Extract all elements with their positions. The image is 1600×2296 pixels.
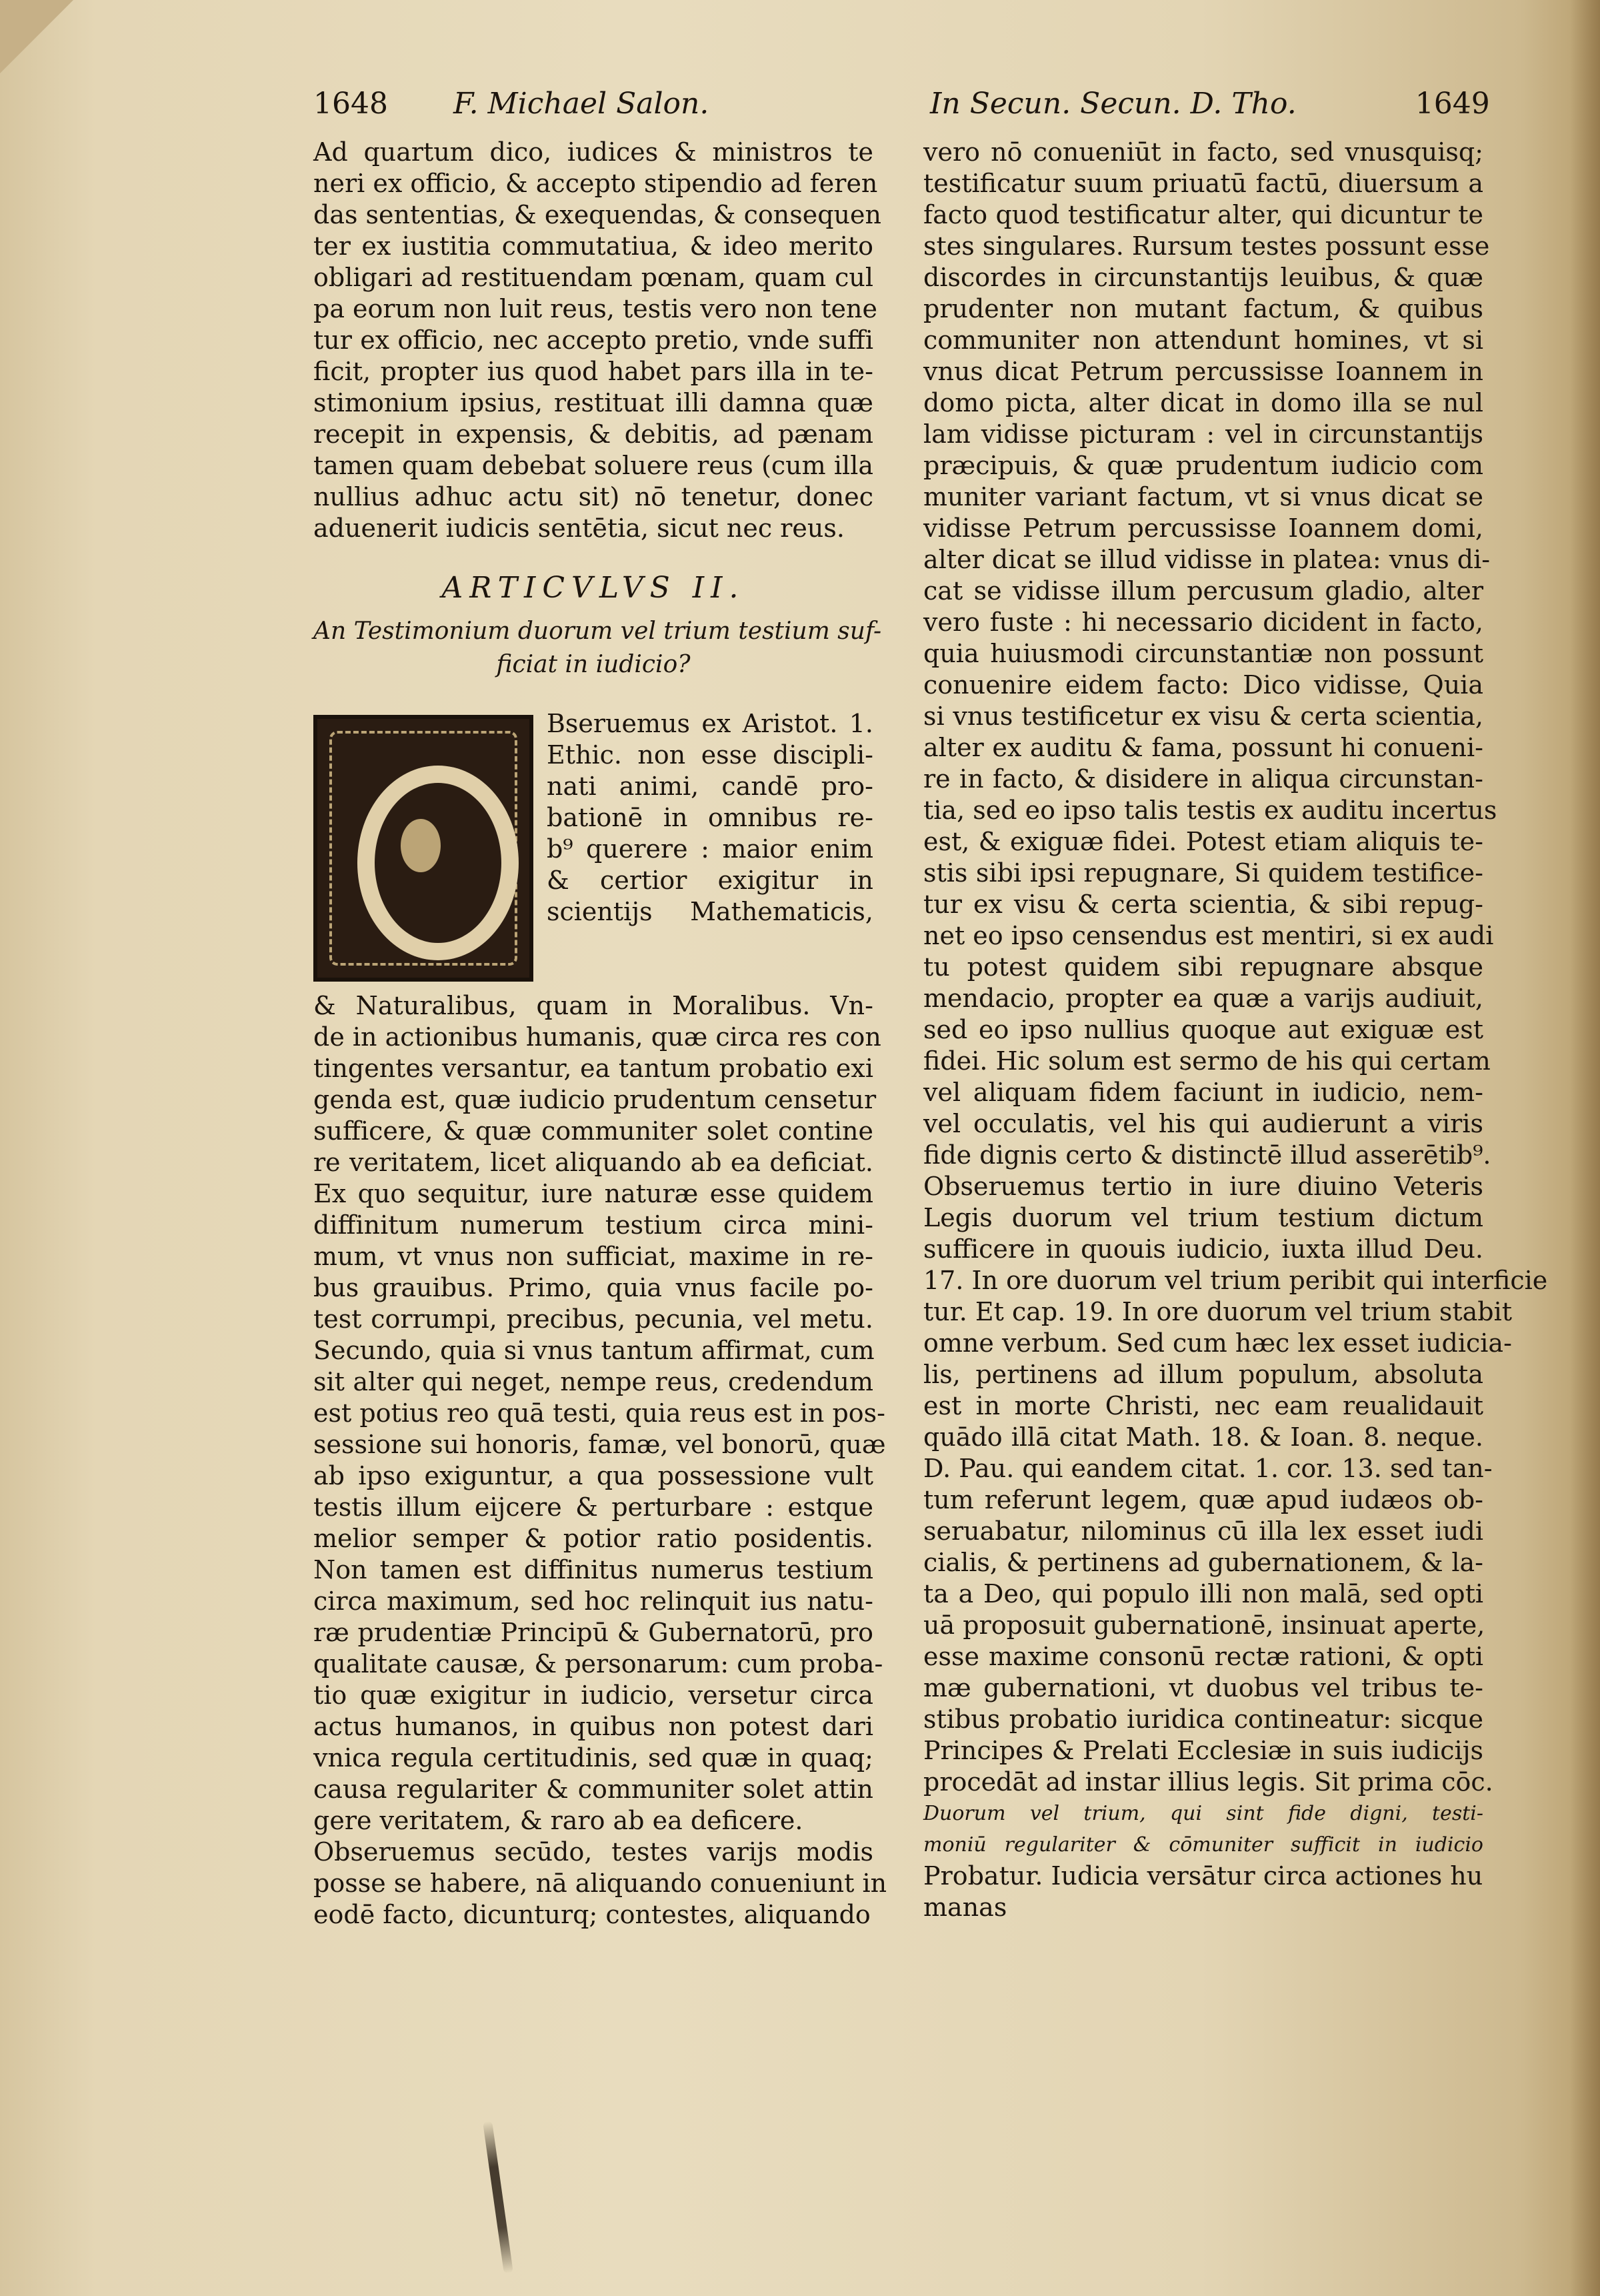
text-line: gere veritatem, & raro ab ea deficere. <box>313 1806 803 1835</box>
article-question-line-1: An Testimonium duorum vel trium testium suf- <box>313 618 882 645</box>
text-line: D. Pau. qui eandem citat. 1. cor. 13. sed tan- <box>923 1454 1493 1483</box>
right-running-title: In Secun. Secun. D. Tho. <box>930 87 1297 121</box>
text-line: Probatur. Iudicia versātur circa actiones hu <box>923 1861 1483 1891</box>
text-line: lam vidisse picturam : vel in circunstantijs <box>923 419 1483 449</box>
text-line: melior semper & potior ratio posidentis. <box>313 1524 873 1553</box>
text-line: sufficere in quouis iudicio, iuxta illud Deu. <box>923 1234 1483 1264</box>
spacer <box>313 682 873 708</box>
initial-adjacent-lines <box>547 708 873 928</box>
text-line: genda est, quæ iudicio prudentum censetur <box>313 1085 877 1114</box>
folded-corner <box>0 0 73 73</box>
text-line: mendacio, propter ea quæ a varijs audiuit, <box>923 984 1483 1013</box>
text-line: seruabatur, nilominus cū illa lex esset iudi <box>923 1516 1483 1546</box>
left-page-number: 1648 <box>313 87 388 121</box>
ornamental-initial-o-icon <box>313 715 533 982</box>
text-line: manas <box>923 1893 1007 1922</box>
text-line: eodē facto, dicunturq; contestes, aliquando <box>313 1900 871 1929</box>
text-line: fidei. Hic solum est sermo de his qui certam <box>923 1046 1491 1076</box>
text-line: tamen quam debebat soluere reus (cum illa <box>313 451 873 480</box>
text-line: alter dicat se illud vidisse in platea: vnus di- <box>923 545 1491 574</box>
text-line: qualitate causæ, & personarum: cum proba- <box>313 1649 883 1678</box>
text-line: bus grauibus. Primo, quia vnus facile po- <box>313 1273 873 1302</box>
text-line: Ex quo sequitur, iure naturæ esse quidem <box>313 1179 873 1208</box>
text-line: das sententias, & exequendas, & consequen <box>313 200 881 229</box>
text-line: & certior exigitur in <box>547 866 873 895</box>
text-line: prudenter non mutant factum, & quibus <box>923 294 1483 323</box>
running-header-right <box>930 87 1490 121</box>
text-line: recepit in expensis, & debitis, ad pænam <box>313 419 873 449</box>
text-line: re in facto, & disidere in aliqua circunstan- <box>923 764 1483 794</box>
text-line: Secundo, quia si vnus tantum affirmat, cum <box>313 1336 875 1365</box>
text-line: stes singulares. Rursum testes possunt esse <box>923 231 1490 261</box>
text-line: tur ex visu & certa scientia, & sibi repug- <box>923 890 1483 919</box>
left-column <box>313 137 887 1931</box>
text-line: ræ prudentiæ Principū & Gubernatorū, pro <box>313 1618 873 1647</box>
text-line: vnus dicat Petrum percussisse Ioannem in <box>923 357 1483 386</box>
text-line: nullius adhuc actu sit) nō tenetur, donec <box>313 482 873 511</box>
text-line: discordes in circunstantijs leuibus, & quæ <box>923 263 1483 292</box>
text-line: uā proposuit gubernationē, insinuat aperte, <box>923 1610 1485 1640</box>
text-line: procedāt ad instar illius legis. Sit prima cōc. <box>923 1767 1493 1797</box>
left-body-paragraph <box>313 990 887 1931</box>
text-line: Principes & Prelati Ecclesiæ in suis iudicijs <box>923 1736 1483 1765</box>
text-line: de in actionibus humanis, quæ circa res con <box>313 1022 881 1052</box>
text-line: vidisse Petrum percussisse Ioannem domi, <box>923 513 1483 543</box>
text-line: pa eorum non luit reus, testis vero non tene <box>313 294 877 323</box>
text-line: omne verbum. Sed cum hæc lex esset iudicia- <box>923 1328 1512 1358</box>
page-edge-shadow <box>1570 0 1600 2296</box>
text-line: ter ex iustitia commutatiua, & ideo merito <box>313 231 873 261</box>
text-line: vel occulatis, vel his qui audierunt a viris <box>923 1109 1483 1138</box>
running-header-left <box>313 87 709 121</box>
text-line: si vnus testificetur ex visu & certa scientia, <box>923 702 1483 731</box>
text-line: Bseruemus ex Aristot. 1. <box>547 709 873 738</box>
text-line: muniter variant factum, vt si vnus dicat se <box>923 482 1483 511</box>
text-line: circa maximum, sed hoc relinquit ius natu- <box>313 1586 873 1616</box>
decorated-initial-block <box>313 708 873 990</box>
text-line: actus humanos, in quibus non potest dari <box>313 1712 873 1741</box>
text-line: mæ gubernationi, vt duobus vel tribus te- <box>923 1673 1483 1702</box>
text-line: nati animi, candē pro- <box>547 772 873 801</box>
text-line: sufficere, & quæ communiter solet contine <box>313 1116 873 1146</box>
text-line: cat se vidisse illum percusum gladio, alter <box>923 576 1483 606</box>
article-question-line-2: ficiat in iudicio? <box>496 651 691 678</box>
text-line: vnica regula certitudinis, sed quæ in quaq; <box>313 1743 873 1773</box>
right-body-paragraph <box>923 137 1548 1923</box>
text-line: sed eo ipso nullius quoque aut exiguæ est <box>923 1015 1483 1044</box>
text-line: Non tamen est diffinitus numerus testium <box>313 1555 873 1584</box>
text-line: Duorum vel trium, qui sint fide digni, testi- <box>923 1802 1483 1825</box>
text-line: tia, sed eo ipso talis testis ex auditu incertus <box>923 796 1497 825</box>
ink-stroke-mark <box>483 2121 513 2274</box>
text-line: fide dignis certo & distinctē illud asserētib⁹. <box>923 1140 1491 1170</box>
text-line: conuenire eidem facto: Dico vidisse, Quia <box>923 670 1483 700</box>
text-line: vero fuste : hi necessario dicident in facto, <box>923 608 1483 637</box>
text-line: alter ex auditu & fama, possunt hi conueni- <box>923 733 1483 762</box>
text-line: quia huiusmodi circunstantiæ non possunt <box>923 639 1483 668</box>
text-line: tio quæ exigitur in iudicio, versetur circa <box>313 1680 873 1710</box>
text-line: tur ex officio, nec accepto pretio, vnde suffi <box>313 325 873 355</box>
text-line: esse maxime consonū rectæ rationi, & opti <box>923 1642 1483 1671</box>
text-line: communiter non attendunt homines, vt si <box>923 325 1483 355</box>
text-line: est, & exiguæ fidei. Potest etiam aliquis te- <box>923 827 1483 856</box>
text-line: Ethic. non esse discipli- <box>547 740 873 770</box>
initial-floral-core <box>401 819 441 872</box>
text-line: mum, vt vnus non sufficiat, maxime in re- <box>313 1242 873 1271</box>
text-line: cialis, & pertinens ad gubernationem, & la- <box>923 1548 1483 1577</box>
text-line: vel aliquam fidem faciunt in iudicio, nem- <box>923 1078 1483 1107</box>
text-line: neri ex officio, & accepto stipendio ad feren <box>313 169 878 198</box>
text-line: aduenerit iudicis sentētia, sicut nec reus. <box>313 513 845 543</box>
text-line: re veritatem, licet aliquando ab ea deficiat. <box>313 1148 873 1177</box>
text-line: diffinitum numerum testium circa mini- <box>313 1210 873 1240</box>
text-line: Ad quartum dico, iudices & ministros te <box>313 137 873 167</box>
text-line: Legis duorum vel trium testium dictum <box>923 1203 1483 1232</box>
text-line: obligari ad restituendam pœnam, quam cul <box>313 263 873 292</box>
text-line: tu potest quidem sibi repugnare absque <box>923 952 1483 982</box>
text-line: causa regulariter & communiter solet attin <box>313 1775 873 1804</box>
text-line: tingentes versantur, ea tantum probatio exi <box>313 1054 873 1083</box>
text-line: tur. Et cap. 19. In ore duorum vel trium stabit <box>923 1297 1513 1326</box>
text-line: quādo illā citat Math. 18. & Ioan. 8. neque. <box>923 1422 1483 1452</box>
article-heading: ARTICVLVS II. <box>441 571 745 605</box>
text-line: ab ipso exiguntur, a qua possessione vult <box>313 1461 873 1490</box>
text-line: 17. In ore duorum vel trium peribit qui interficie <box>923 1266 1548 1295</box>
text-line: testificatur suum priuatū factū, diuersum a <box>923 169 1483 198</box>
text-line: lis, pertinens ad illum populum, absoluta <box>923 1360 1483 1389</box>
left-running-title: F. Michael Salon. <box>453 87 709 121</box>
text-line: Obseruemus secūdo, testes varijs modis <box>313 1837 873 1867</box>
text-line: præcipuis, & quæ prudentum iudicio com <box>923 451 1483 480</box>
text-line: test corrumpi, precibus, pecunia, vel metu. <box>313 1304 873 1334</box>
text-line: sit alter qui neget, nempe reus, credendum <box>313 1367 873 1396</box>
text-line: moniū regulariter & cōmuniter sufficit in iudicio <box>923 1833 1483 1857</box>
text-line: testis illum eijcere & perturbare : estque <box>313 1492 873 1522</box>
right-page-number: 1649 <box>1415 87 1490 121</box>
text-line: tum referunt legem, quæ apud iudæos ob- <box>923 1485 1483 1514</box>
text-line: scientijs Mathematicis, <box>547 897 873 926</box>
text-line: Obseruemus tertio in iure diuino Veteris <box>923 1172 1483 1201</box>
initial-letter-ring <box>357 766 519 960</box>
text-line: est potius reo quā testi, quia reus est in pos- <box>313 1398 885 1428</box>
text-line: sessione sui honoris, famæ, vel bonorū, quæ <box>313 1430 886 1459</box>
text-line: vero nō conueniūt in facto, sed vnusquisq; <box>923 137 1483 167</box>
text-line: bationē in omnibus re- <box>547 803 873 832</box>
left-top-paragraph <box>313 137 881 544</box>
text-line: facto quod testificatur alter, qui dicuntur te <box>923 200 1483 229</box>
text-line: ficit, propter ius quod habet pars illa in te- <box>313 357 873 386</box>
text-line: ta a Deo, qui populo illi non malā, sed opti <box>923 1579 1483 1608</box>
text-line: domo picta, alter dicat in domo illa se nul <box>923 388 1483 417</box>
right-column <box>923 137 1548 1923</box>
text-line: & Naturalibus, quam in Moralibus. Vn- <box>313 991 873 1020</box>
text-line: stibus probatio iuridica contineatur: sicque <box>923 1704 1483 1734</box>
text-line: stis sibi ipsi repugnare, Si quidem testifice- <box>923 858 1483 888</box>
text-line: net eo ipso censendus est mentiri, si ex audi <box>923 921 1494 950</box>
text-line: b⁹ querere : maior enim <box>547 834 873 864</box>
text-line: stimonium ipsius, restituat illi damna quæ <box>313 388 873 417</box>
text-line: est in morte Christi, nec eam reualidauit <box>923 1391 1483 1420</box>
text-line: posse se habere, nā aliquando conueniunt in <box>313 1869 887 1898</box>
